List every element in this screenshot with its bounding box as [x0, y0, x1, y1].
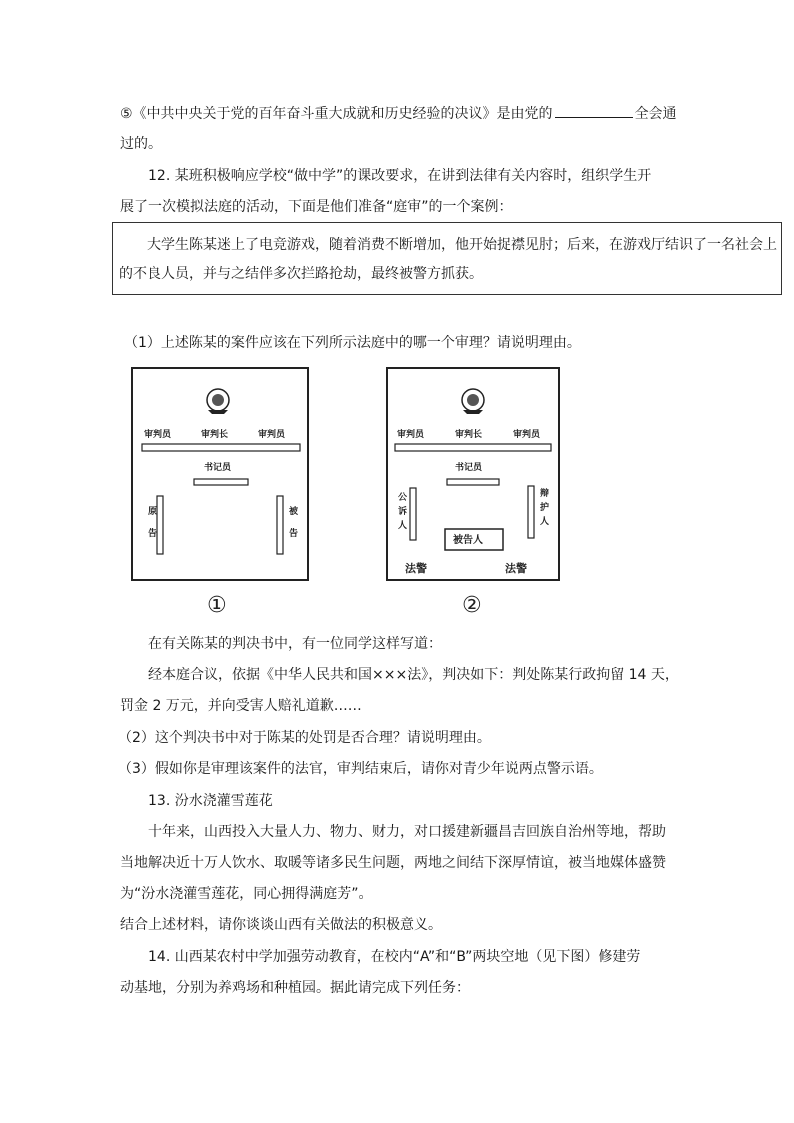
- q11-item5-text: ⑤《中共中央关于党的百年奋斗重大成就和历史经验的决议》是由党的: [120, 106, 553, 122]
- court1-chief: 审判长: [201, 430, 229, 440]
- court1-clerk: 书记员: [204, 463, 232, 473]
- judges-bench: [395, 444, 551, 451]
- q12-intro-line1: 12. 某班积极响应学校“做中学”的课改要求，在讲到法律有关内容时，组织学生开: [148, 168, 652, 184]
- judges-bench: [142, 444, 300, 451]
- q12-sub1: （1）上述陈某的案件应该在下列所示法庭中的哪一个审理？请说明理由。: [124, 335, 581, 351]
- court2-police1: 法警: [405, 562, 427, 575]
- court2-left-char2: 诉: [398, 507, 408, 517]
- court2-left-char3: 人: [398, 521, 408, 531]
- q12-sub2: （2）这个判决书中对于陈某的处罚是否合理？请说明理由。: [118, 730, 491, 746]
- court2-label: ②: [462, 593, 482, 618]
- q11-item5-text-after: 全会通: [634, 106, 677, 122]
- answer-blank[interactable]: [555, 103, 633, 118]
- q12-intro-line2: 展了一次模拟法庭的活动，下面是他们准备“庭审”的一个案例：: [120, 199, 513, 215]
- clerk-desk: [447, 479, 499, 485]
- q14-line1: 14. 山西某农村中学加强劳动教育，在校内“A”和“B”两块空地（见下图）修建劳: [148, 949, 641, 965]
- q14-line2: 动基地，分别为养鸡场和种植园。据此请完成下列任务：: [120, 980, 470, 996]
- clerk-desk: [194, 479, 248, 485]
- defense-desk: [528, 486, 534, 538]
- court1-judge2: 审判员: [258, 430, 286, 440]
- judgment-line2: 罚金 2 万元，并向受害人赔礼道歉……: [120, 698, 362, 714]
- q13-title: 13. 汾水浇灌雪莲花: [148, 793, 273, 809]
- national-emblem-icon: [207, 389, 229, 414]
- prosecutor-desk: [410, 488, 416, 540]
- q13-para-line3: 为“汾水浇灌雪莲花，同心拥得满庭芳”。: [120, 886, 373, 902]
- judgment-line1: 经本庭合议，依据《中华人民共和国×××法》，判决如下：判处陈某行政拘留 14 天，: [148, 667, 679, 683]
- q13-para-line2: 当地解决近十万人饮水、取暖等诸多民生问题，两地之间结下深厚情谊，被当地媒体盛赞: [120, 855, 666, 871]
- judgment-intro: 在有关陈某的判决书中，有一位同学这样写道：: [148, 636, 442, 652]
- court1-left-char2: 告: [148, 529, 158, 539]
- court2-right-char3: 人: [540, 517, 550, 527]
- q12-sub3: （3）假如你是审理该案件的法官，审判结束后，请你对青少年说两点警示语。: [118, 761, 603, 777]
- case-line1: 大学生陈某迷上了电竞游戏，随着消费不断增加，他开始捉襟见肘；后来，在游戏厅结识了一名社会上: [147, 237, 777, 253]
- case-line2: 的不良人员，并与之结伴多次拦路抢劫，最终被警方抓获。: [119, 266, 483, 282]
- court2-right-char1: 辩: [540, 489, 550, 499]
- case-box: [112, 222, 782, 295]
- q11-item5-line1: [120, 103, 677, 124]
- plaintiff-desk: [157, 496, 163, 554]
- q11-item5-line2: 过的。: [120, 136, 162, 152]
- court2-left-char1: 公: [398, 493, 408, 503]
- court1-right-char2: 告: [289, 529, 299, 539]
- court2-police2: 法警: [505, 562, 527, 575]
- court2-defendant: 被告人: [453, 535, 483, 546]
- defendant-desk: [277, 496, 283, 554]
- court1-judge1: 审判员: [144, 430, 172, 440]
- q13-question: 结合上述材料，请你谈谈山西有关做法的积极意义。: [120, 917, 442, 933]
- court1-right-char1: 被: [289, 507, 299, 517]
- court1-left-char1: 原: [148, 507, 158, 517]
- court1-label: ①: [207, 593, 227, 618]
- court2-clerk: 书记员: [455, 463, 483, 473]
- court2-chief: 审判长: [455, 430, 483, 440]
- national-emblem-icon: [462, 389, 484, 414]
- court-diagram-2: [383, 366, 565, 618]
- court2-judge2: 审判员: [513, 430, 541, 440]
- court2-judge1: 审判员: [397, 430, 425, 440]
- court-diagram-1: [124, 366, 314, 618]
- q13-para-line1: 十年来，山西投入大量人力、物力、财力，对口援建新疆昌吉回族自治州等地，帮助: [148, 824, 666, 840]
- court2-right-char2: 护: [540, 503, 550, 513]
